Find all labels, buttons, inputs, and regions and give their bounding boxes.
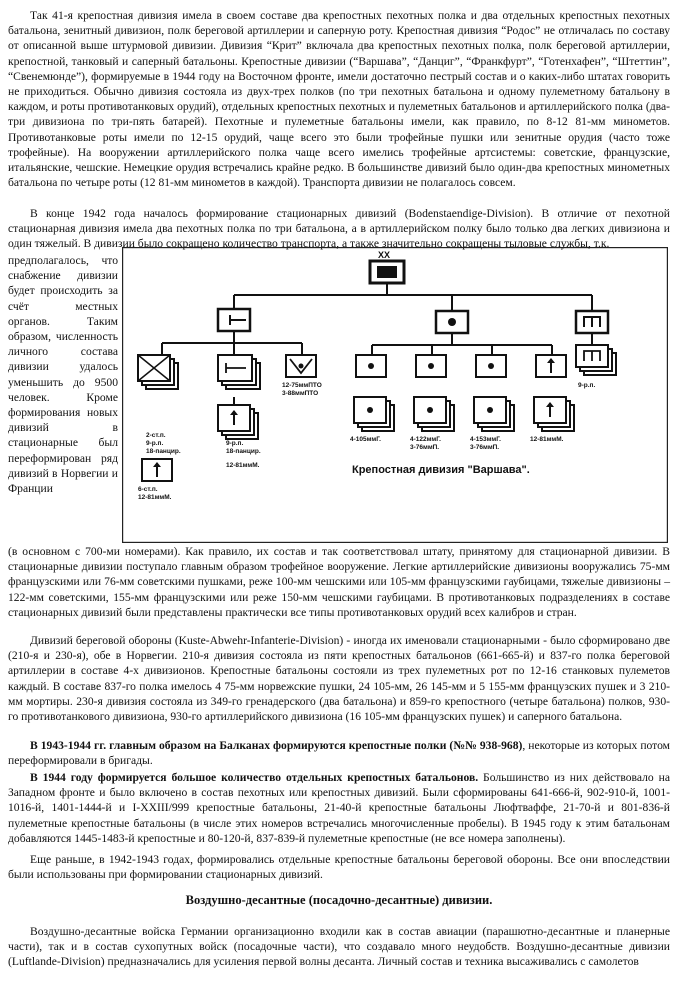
paragraph-text: [8, 738, 670, 768]
eng-label: 9-р.п.: [578, 382, 596, 389]
bold-lead: В 1943-1944 гг. главным образом на Балканах формируются крепостные полки (№№ 938-968): [30, 739, 523, 752]
org-chart-svg: [122, 247, 668, 543]
paragraph-text: [8, 770, 670, 846]
paragraph-fortress-divisions: [8, 8, 670, 190]
paragraph-fortress-regiments: [8, 738, 670, 768]
paragraph-text: предполагалось, что снабжение дивизии будет происходить за счёт местных органов. Таким образом, численность личного состава дивизии удалось уменьшить до 9500 человек. Кроме формирования новых дивизий в стационарные был переформирован ряд дивизий в Норвегии и Франции: [8, 254, 118, 496]
art1-label: 4-105ммГ.: [350, 436, 381, 443]
paragraph-stationary-continued: [8, 544, 670, 620]
antitank-company-symbol: [286, 355, 316, 377]
art2-label: 4-122ммГ. 3-76ммП.: [410, 436, 441, 451]
battery-stack-2: [414, 397, 454, 431]
paragraph-rest: , некоторые из которых потом переформировали в бригады.: [8, 739, 671, 768]
fortress-battalion-stack: [138, 355, 178, 389]
diagram-border: [123, 248, 668, 543]
mortar-battalion-art: [536, 355, 566, 377]
paragraph-airborne: [8, 924, 670, 970]
pto-label: 12-75ммПТО 3-88ммПТО: [282, 382, 322, 397]
division-hq-symbol: [370, 261, 404, 283]
paragraph-text: В конце 1942 года началось формирование стационарных дивизий (Bodenstaendige-Division). В отличие от пехотной стационарная дивизия имела два пехотных полка по три батальона, а в артиллерийском полку было только два легких дивизиона и один тяжелый. В дивизии было сокращено количество транспорта, а также значительно сокращены тыловые службы, т.к.: [8, 207, 670, 251]
artillery-regiment-symbol: [436, 311, 468, 333]
battery-stack-1: [354, 397, 394, 431]
paragraph-stationary-divisions: [8, 206, 670, 252]
inf-reg-label: 2-ст.п. 9-р.п. 18-панцир.: [146, 432, 181, 455]
infantry-regiment-symbol: [218, 309, 250, 331]
mg-battalion-stack: [218, 355, 260, 389]
mg-reg-label: 9-р.п. 18-панцир.: [226, 440, 261, 455]
engineer-stack: [576, 345, 616, 375]
paragraph-coastal-battalions: [8, 852, 670, 882]
battery-stack-4: [534, 397, 574, 431]
tank-label: 6-ст.п. 12-81ммМ.: [138, 486, 172, 501]
battery-stack-3: [474, 397, 514, 431]
artillery-battalion-2: [416, 355, 446, 377]
engineer-company-symbol: [576, 311, 608, 333]
mortar-label: 12-81ммМ.: [226, 462, 260, 469]
paragraph-text: Еще раньше, в 1942-1943 годах, формировались отдельные крепостные батальоны береговой обороны. Все они впоследствии были использованы при формировании стационарных дивизий.: [8, 853, 670, 882]
paragraph-text: Так 41-я крепостная дивизия имела в своем составе два крепостных пехотных полка и два отдельных крепостных пехотных батальона, зенитный дивизион, полк береговой артиллерии и саперную роту. Крепостная дивизия “Родос” не отличалась по составу от описанной выше штурмовой дивизии. Дивизия “Крит” включала два крепостных пехотных полка, полк береговой артиллерии, крепостной, танковый и саперный батальоны. Крепостные дивизии (“Варшава”, “Данциг”, “Франкфурт”, “Готенхафен”, “Штеттин”, “Свенемюнде”), формируемые в 1944 году на Восточном фронте, имели достаточно пестрый состав и о каких-либо штатах говорить не приходиться. Обычно дивизия состояла из двух-трех полков (по три пехотных батальона и одному пулеметному батальону в каждом, и роты противотанковых орудий), отдельных крепостных пехотных и пулеметных батальонов и артиллерийского полка (два-три дивизиона по три-пять батарей). Пехотные и пулеметные батальоны имели, как правило, по 8-12 81-мм минометов. Противотанковые роты имели по 12-15 орудий, чаще всего это были трофейные пушки или зенитные орудия (часто тоже трофейные). На вооружении артиллерийского полка чаще всего имелись трофейные артсистемы: советские, французские, итальянские, чешские. Немецкие орудия встречались крайне редко. В большинстве дивизий было один-два крепостных минометных батальона по четыре роты (12 81-мм минометов в каждой). Транспорта дивизии не полагалось совсем.: [8, 9, 670, 190]
paragraph-wrapped-column: [8, 253, 118, 496]
artillery-battalion-3: [476, 355, 506, 377]
paragraph-text: Дивизий береговой обороны (Kuste-Abwehr-Infanterie-Division) - иногда их именовали стационарными - было сформировано две (210-я и 230-я), обе в Норвегии. 210-я дивизия состояла из пяти крепостных батальонов (661-665-й) и 837-го полка береговой артиллерии в составе 4-х дивизионов. Крепостные батальоны состояли из трех пулеметных рот по 12-16 станковых пулеметов каждый. В составе 837-го полка имелось 4 75-мм норвежские пушки, 24 105-мм, 26 145-мм и 5 155-мм французских пушек и 3 210-мм мортиры. 230-я дивизия состояла из 349-го гренадерского (два батальона) и 859-го крепостного (четыре батальона) полков, 930-го противотанкового дивизиона, 930-го артиллерийского дивизиона (16 105-мм французских пушек) и саперного батальона.: [8, 634, 670, 724]
paragraph-text: (в основном с 700-ми номерами). Как правило, их состав и так соответствовал штату, принятому для стационарной дивизии. В стационарные дивизии поступало главным образом трофейное вооружение. Легкие артиллерийские дивизионы вооружались 75-мм французскими или 76-мм советскими пушками, реже 100-мм чешскими или 105-мм французскими гаубицами, тяжелые дивизионы – 122-мм советскими, 155-мм французскими или реже 150-мм чешскими гаубицами. В противотанковых подразделениях в составе стационарных дивизий были представлены практически все типы противотанковых орудий всех калибров и стран.: [8, 545, 670, 619]
section-title: Воздушно-десантные (посадочно-десантные) дивизии.: [185, 893, 493, 907]
art4-label: 12-81ммМ.: [530, 436, 564, 443]
artillery-battalion-1: [356, 355, 386, 377]
hq-label: XX: [378, 250, 391, 260]
diagram-caption: Крепостная дивизия "Варшава".: [352, 464, 530, 476]
paragraph-fortress-battalions: [8, 770, 670, 846]
paragraph-text: Воздушно-десантные войска Германии организационно входили как в состав авиации (парашютно-десантные и планерные части), так и в состав сухопутных войск (посадочные части), что создавало много неудобств. Воздушно-десантные дивизии (Luftlande-Division) предназначались для усиления первой волны десанта. Личный состав и техника высаживались с самолетов: [8, 925, 670, 969]
art3-label: 4-153ммГ. 3-76ммП.: [470, 436, 501, 451]
bold-lead: В 1944 году формируется большое количество отдельных крепостных батальонов.: [30, 771, 479, 784]
org-chart-diagram: [122, 247, 668, 543]
paragraph-coastal-defense: [8, 633, 670, 724]
tank-detachment-symbol: [142, 459, 172, 481]
mortar-battalion-stack: [218, 405, 258, 439]
paragraph-rest: Большинство из них действовало на Западном фронте и было включено в состав пехотных или крепостных дивизий. Были сформированы 641-666-й, 902-910-й, 1001-1016-й, 1401-1444-й и I-XXIII/999 крепостные батальоны, 21-40-й крепостные батальоны Люфтваффе, 21-70-й и 801-836-й пулеметные крепостные батальоны (в числе этих номеров встречались многочисленные пробелы). В 1945 году к этим батальонам добавляются 1445-1483-й крепостные и 80-120-й, 837-839-й пулеметные крепостные (не все номера заполнены).: [8, 771, 670, 845]
